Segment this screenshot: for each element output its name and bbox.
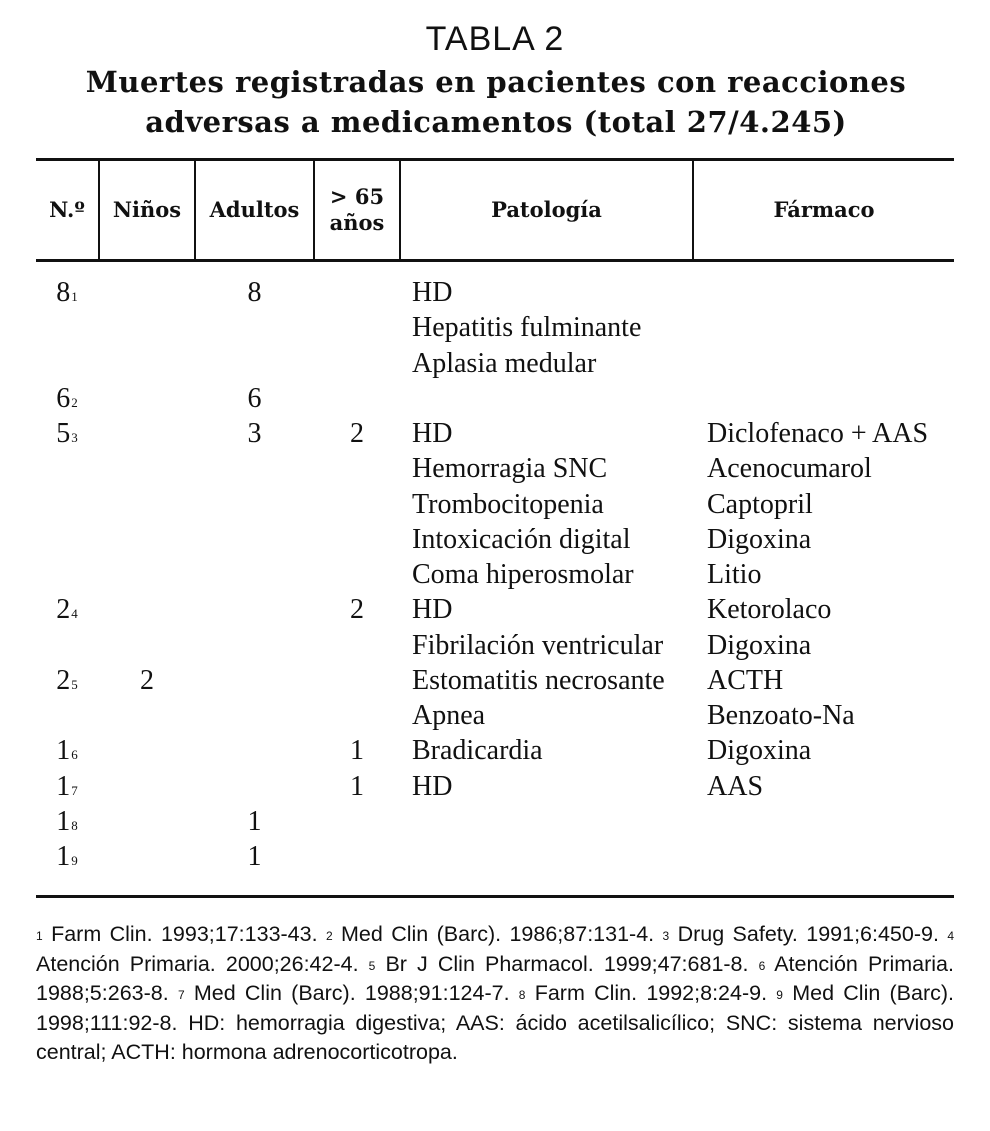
cell-farmaco xyxy=(707,733,954,768)
cell-patologia xyxy=(412,557,692,592)
header-mayores-line-2: años xyxy=(329,210,385,235)
cell-farmaco-value: Diclofenaco + AAS xyxy=(707,418,929,449)
reference-text: Med Clin (Barc). 1998;111:92-8. xyxy=(36,981,955,1035)
footnotes xyxy=(36,920,954,1068)
header-patologia: Patología xyxy=(491,197,602,222)
cell-mayores xyxy=(315,592,399,627)
cell-adultos-value: 1 xyxy=(247,841,262,872)
cell-ninos xyxy=(100,663,194,698)
reference-item xyxy=(36,922,326,946)
cell-farmaco-value: Litio xyxy=(707,559,762,590)
cell-mayores-value: 1 xyxy=(350,770,364,802)
header-farmaco: Fármaco xyxy=(773,197,875,222)
reference-item xyxy=(178,981,519,1005)
reference-superscript: 8 xyxy=(71,817,78,833)
cell-number xyxy=(36,769,98,804)
reference-item xyxy=(326,922,663,946)
cell-adultos-value: 6 xyxy=(247,382,262,414)
table-title-line-1: Muertes registradas en pacientes con reacciones xyxy=(85,65,907,99)
cell-adultos xyxy=(196,275,313,310)
cell-mayores xyxy=(315,416,399,451)
reference-text: Atención Primaria. 2000;26:42-4. xyxy=(36,951,359,976)
cell-patologia-value: Bradicardia xyxy=(412,735,543,767)
cell-patologia xyxy=(412,733,692,768)
cell-patologia xyxy=(412,698,692,733)
cell-adultos-value: 1 xyxy=(247,805,262,837)
cell-number-value: 1 xyxy=(56,805,71,837)
cell-farmaco xyxy=(707,451,954,486)
cell-adultos xyxy=(196,804,313,839)
cell-number-value: 5 xyxy=(56,418,71,449)
cell-farmaco-value: Digoxina xyxy=(707,523,812,555)
reference-number: 7 xyxy=(177,988,185,1002)
cell-farmaco-value: Benzoato-Na xyxy=(707,700,855,731)
cell-adultos-value: 8 xyxy=(247,277,262,308)
cell-patologia xyxy=(412,628,692,663)
cell-adultos xyxy=(196,416,313,451)
cell-patologia xyxy=(412,522,692,557)
cell-number xyxy=(36,804,98,839)
reference-item xyxy=(369,952,759,976)
cell-number-value: 2 xyxy=(56,594,71,626)
reference-number: 8 xyxy=(518,988,526,1002)
cell-adultos xyxy=(196,839,313,874)
cell-farmaco-value: Acenocumarol xyxy=(707,453,872,485)
cell-mayores xyxy=(315,769,399,804)
cell-adultos-value: 3 xyxy=(247,418,262,449)
cell-patologia xyxy=(412,769,692,804)
cell-patologia xyxy=(412,310,692,345)
reference-number: 6 xyxy=(758,958,766,973)
cell-number xyxy=(36,839,98,874)
cell-patologia-value: HD xyxy=(412,418,453,449)
cell-farmaco-value: Digoxina xyxy=(707,735,812,767)
reference-superscript: 3 xyxy=(71,430,78,445)
cell-patologia xyxy=(412,451,692,486)
cell-number xyxy=(36,733,98,768)
reference-superscript: 7 xyxy=(71,782,78,798)
cell-number xyxy=(36,275,98,310)
table-label: TABLA 2 xyxy=(425,20,565,58)
cell-mayores-value: 1 xyxy=(350,735,364,767)
cell-number-value: 6 xyxy=(56,382,71,414)
reference-superscript: 5 xyxy=(71,676,78,692)
table-title-line-2: adversas a medicamentos (total 27/4.245) xyxy=(145,105,847,139)
cell-patologia-value: Apnea xyxy=(412,700,486,731)
cell-patologia-value: Hemorragia SNC xyxy=(412,453,608,485)
cell-farmaco xyxy=(707,522,954,557)
cell-patologia xyxy=(412,416,692,451)
cell-patologia-value: Trombocitopenia xyxy=(412,488,604,520)
reference-number: 3 xyxy=(662,929,670,943)
reference-superscript: 9 xyxy=(71,853,78,868)
reference-text: Drug Safety. 1991;6:450-9. xyxy=(677,922,939,946)
cell-number-value: 1 xyxy=(56,770,71,802)
reference-text: Atención Primaria. 1988;5:263-8. xyxy=(36,951,954,1005)
table-header-rule xyxy=(36,259,954,262)
cell-patologia-value: Fibrilación ventricular xyxy=(412,629,664,661)
cell-patologia xyxy=(412,487,692,522)
cell-farmaco-value: Ketorolaco xyxy=(707,594,832,626)
cell-farmaco xyxy=(707,663,954,698)
cell-farmaco-value: Digoxina xyxy=(707,629,812,661)
cell-farmaco-value: AAS xyxy=(707,770,764,802)
table-title xyxy=(36,62,956,142)
cell-adultos xyxy=(196,381,313,416)
cell-patologia xyxy=(412,663,692,698)
cell-farmaco xyxy=(707,769,954,804)
cell-mayores-value: 2 xyxy=(350,594,364,626)
header-adultos: Adultos xyxy=(209,197,300,222)
cell-number-value: 2 xyxy=(56,664,71,696)
cell-patologia xyxy=(412,275,692,310)
cell-farmaco xyxy=(707,557,954,592)
cell-number xyxy=(36,381,98,416)
reference-text: Med Clin (Barc). 1988;91:124-7. xyxy=(193,981,510,1005)
reference-number: 1 xyxy=(36,929,43,943)
reference-number: 4 xyxy=(947,929,954,943)
cell-number xyxy=(36,663,98,698)
reference-number: 2 xyxy=(325,929,333,943)
reference-text: Farm Clin. 1993;17:133-43. xyxy=(51,922,318,946)
cell-patologia-value: Estomatitis necrosante xyxy=(412,664,665,696)
reference-superscript: 4 xyxy=(71,606,78,622)
cell-farmaco-value: Captopril xyxy=(707,488,813,520)
cell-patologia-value: HD xyxy=(412,594,453,626)
reference-superscript: 6 xyxy=(71,747,78,763)
cell-patologia-value: Intoxicación digital xyxy=(412,523,631,555)
cell-mayores-value: 2 xyxy=(350,418,364,449)
reference-item xyxy=(519,981,777,1005)
reference-superscript: 2 xyxy=(71,394,78,410)
cell-farmaco xyxy=(707,628,954,663)
cell-number xyxy=(36,592,98,627)
header-mayores-line-1: > 65 xyxy=(329,184,385,209)
reference-number: 9 xyxy=(776,988,783,1002)
abbreviations: HD: hemorragia digestiva; AAS: ácido acetilsalicílico; SNC: sistema nervioso central; ACTH: hormona adrenocorticotropa. xyxy=(36,1010,954,1064)
cell-number xyxy=(36,416,98,451)
cell-patologia xyxy=(412,346,692,381)
cell-patologia-value: Coma hiperosmolar xyxy=(412,559,634,590)
cell-patologia-value: HD xyxy=(412,277,453,308)
reference-item xyxy=(663,922,948,946)
reference-superscript: 1 xyxy=(71,289,78,304)
cell-farmaco xyxy=(707,698,954,733)
cell-patologia-value: Aplasia medular xyxy=(412,347,597,379)
cell-mayores xyxy=(315,733,399,768)
cell-farmaco xyxy=(707,487,954,522)
header-number: N.º xyxy=(49,197,85,222)
header-mayores-65 xyxy=(315,161,399,259)
cell-patologia xyxy=(412,592,692,627)
cell-number-value: 1 xyxy=(56,735,71,767)
table-bottom-rule xyxy=(36,895,954,898)
cell-patologia-value: HD xyxy=(412,770,453,802)
cell-ninos-value: 2 xyxy=(140,664,154,696)
reference-text: Med Clin (Barc). 1986;87:131-4. xyxy=(341,922,655,946)
cell-patologia-value: Hepatitis fulminante xyxy=(412,312,642,344)
cell-farmaco xyxy=(707,416,954,451)
cell-farmaco-value: ACTH xyxy=(707,664,784,696)
cell-number-value: 8 xyxy=(56,277,71,308)
reference-text: Br J Clin Pharmacol. 1999;47:681-8. xyxy=(385,951,749,976)
header-ninos: Niños xyxy=(112,197,182,222)
cell-number-value: 1 xyxy=(56,841,71,872)
reference-number: 5 xyxy=(368,958,376,973)
cell-farmaco xyxy=(707,592,954,627)
reference-text: Farm Clin. 1992;8:24-9. xyxy=(534,981,768,1005)
